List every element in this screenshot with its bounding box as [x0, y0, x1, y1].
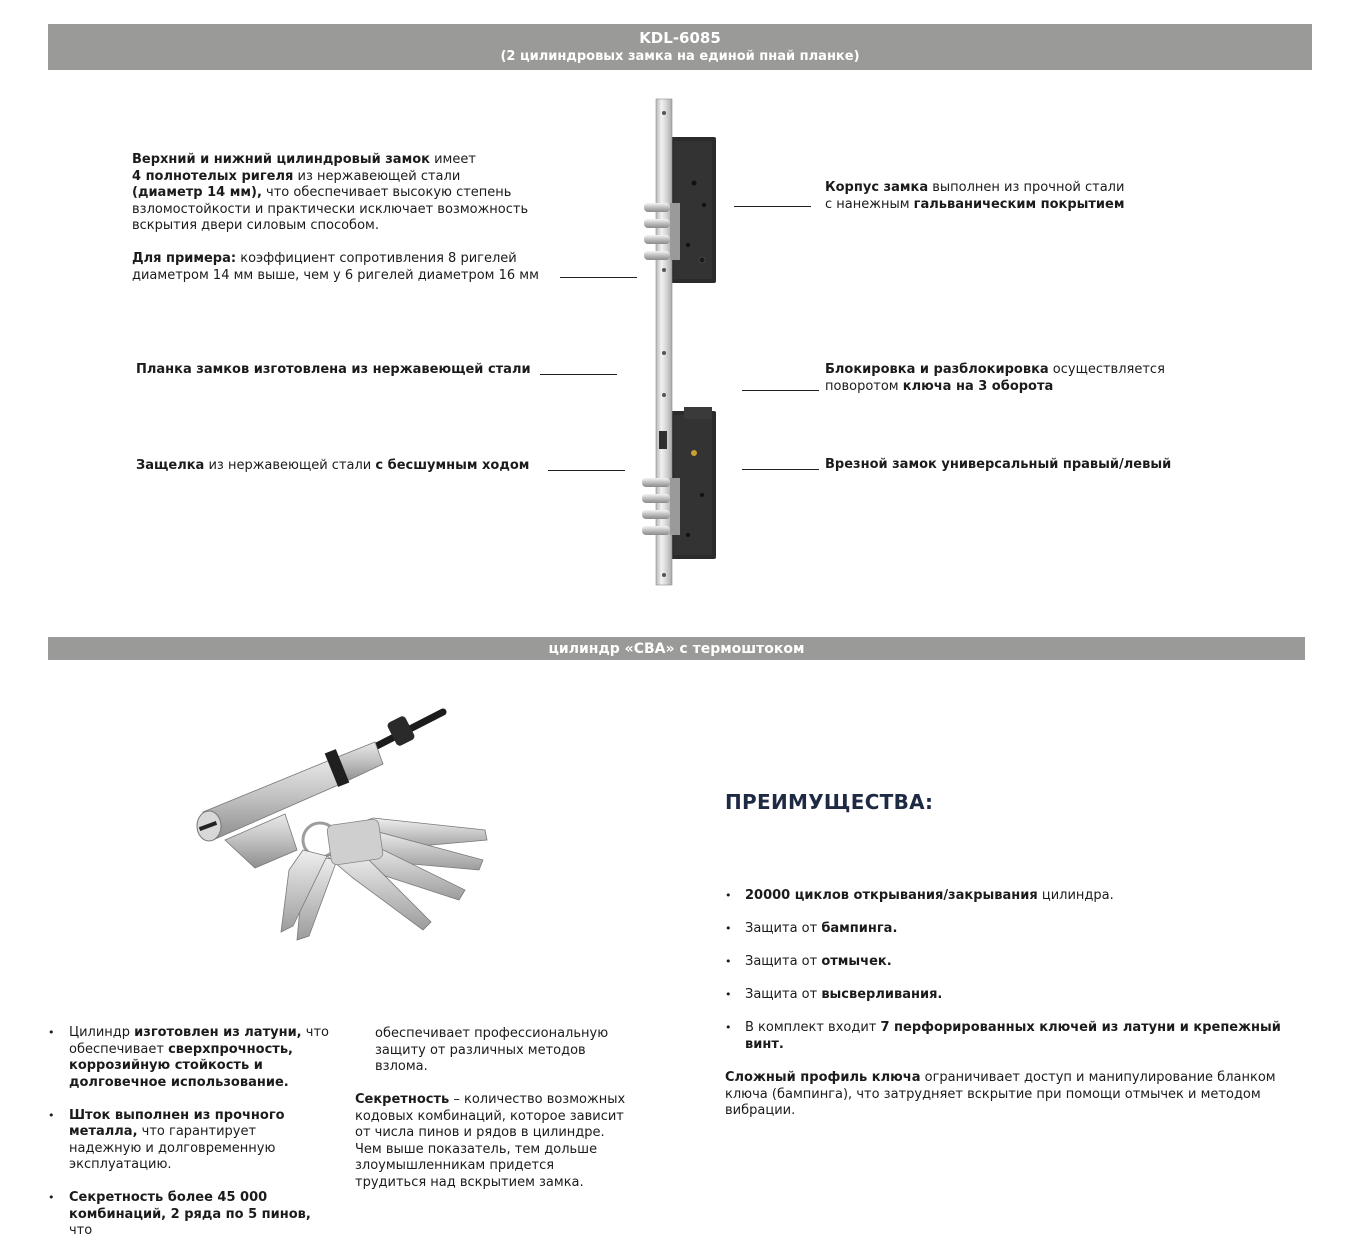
bolts-description: Верхний и нижний цилиндровый замок имеет 4 полнотелых ригеля из нержавеющей стали (диаметр 14 мм), что обеспечивает высокую степень взломостойкости и практически исключает возможность вскрытия двери силовым способом. [132, 152, 529, 233]
list-item: • 20000 циклов открывания/закрывания цилиндра. [725, 888, 1285, 905]
cylinder-section-band [48, 637, 1305, 660]
leader-line-universal [742, 469, 819, 470]
list-item: • Защита от высверливания. [725, 987, 1285, 1004]
leader-line-example [560, 277, 637, 278]
key-profile-note: Сложный профиль ключа ограничивает доступ и манипулирование бланком ключа (бампинга), что затрудняет вскрытие при помощи отмычек и методом вибрации. [725, 1070, 1276, 1118]
list-item: • Защита от бампинга. [725, 921, 1285, 938]
cylinder-features-list [48, 1025, 330, 1256]
list-item: • Шток выполнен из прочного металла, что гарантирует надежную и долговременную эксплуатацию. [48, 1108, 330, 1174]
leader-line-case [734, 206, 811, 207]
case-note: Корпус замка выполнен из прочной стали с нанежным гальваническим покрытием [825, 180, 1125, 212]
leader-line-plate [540, 374, 617, 375]
advantages-list [725, 888, 1285, 1070]
secrecy-definition: Секретность – количество возможных кодовых комбинаций, которое зависит от числа пинов и рядов в цилиндре. Чем выше показатель, тем дольше злоумышленникам придется трудиться над вскрытием замка. [355, 1092, 626, 1190]
cylinder-with-keys-image [185, 700, 495, 950]
advantages-title: ПРЕИМУЩЕСТВА: [725, 790, 934, 814]
example-note: Для примера: коэффициент сопротивления 8 ригелей диаметром 14 мм выше, чем у 6 ригелей диаметром 16 мм [132, 251, 539, 283]
header-band [48, 24, 1312, 70]
list-item: • Секретность более 45 000 комбинаций, 2 ряда по 5 пинов, что [48, 1190, 330, 1240]
locking-note: Блокировка и разблокировка осуществляется поворотом ключа на 3 оборота [825, 362, 1165, 394]
cylinder-section-title: цилиндр «СВА» с термоштоком [548, 641, 805, 657]
universal-note: Врезной замок универсальный правый/левый [825, 457, 1172, 472]
leader-line-locking [742, 390, 819, 391]
list-item: • В комплект входит 7 перфорированных ключей из латуни и крепежный винт. [725, 1020, 1285, 1053]
product-subtitle: (2 цилиндровых замка на единой пнай планке) [500, 49, 860, 64]
protection-continuation: обеспечивает профессиональную защиту от различных методов взлома. [375, 1026, 609, 1074]
leader-line-latch [548, 470, 625, 471]
list-item: • Защита от отмычек. [725, 954, 1285, 971]
list-item: • Цилиндр изготовлен из латуни, что обеспечивает сверхпрочность, коррозийную стойкость и долговечное использование. [48, 1025, 330, 1091]
latch-note: Защелка из нержавеющей стали с бесшумным ходом [136, 458, 530, 473]
product-title: KDL-6085 [639, 29, 721, 47]
mortise-lock-image [630, 95, 730, 595]
strike-plate-note: Планка замков изготовлена из нержавеющей стали [136, 362, 531, 377]
